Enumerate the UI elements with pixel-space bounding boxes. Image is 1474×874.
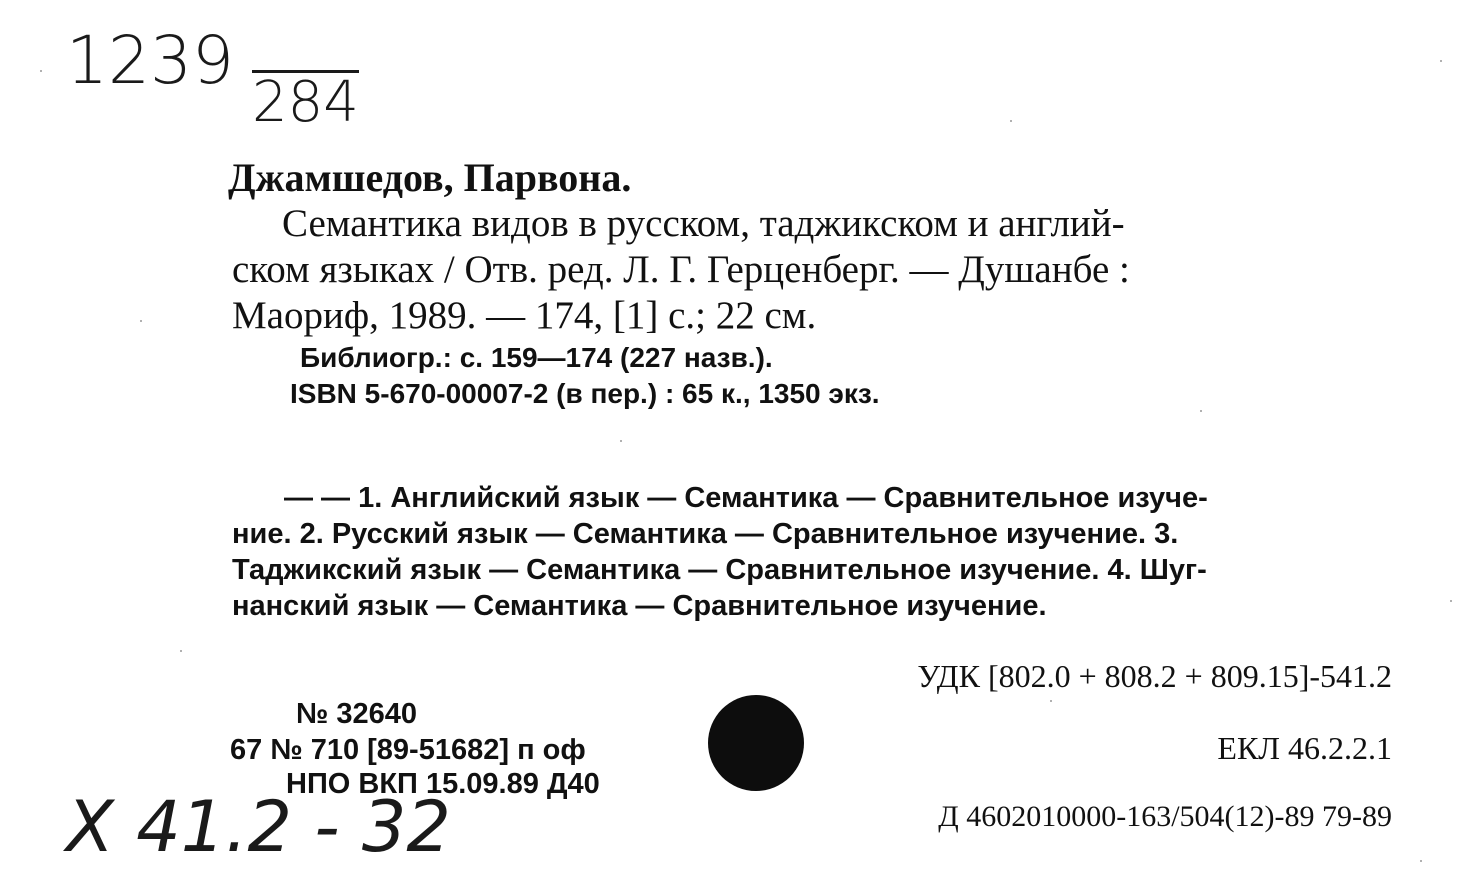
scan-speck bbox=[1450, 600, 1452, 602]
npo-code: НПО ВКП 15.09.89 Д40 bbox=[286, 768, 600, 800]
scan-speck bbox=[620, 440, 622, 442]
scan-speck bbox=[1050, 700, 1052, 702]
scan-speck bbox=[1200, 410, 1202, 412]
handwritten-number-second: 284 bbox=[252, 70, 359, 135]
ekl-code: ЕКЛ 46.2.2.1 bbox=[1217, 730, 1392, 766]
scan-speck bbox=[1010, 120, 1012, 122]
d-index-code: Д 4602010000-163/504(12)-89 79-89 bbox=[938, 800, 1392, 833]
scan-speck bbox=[40, 70, 42, 72]
title-line-3: Маориф, 1989. — 174, [1] с.; 22 см. bbox=[232, 294, 817, 337]
scan-speck bbox=[140, 320, 142, 322]
title-line-2: ском языках / Отв. ред. Л. Г. Герценберг. — Душанбе : bbox=[232, 248, 1130, 291]
bibliography-note: Библиогр.: с. 159—174 (227 назв.). bbox=[300, 342, 773, 373]
isbn-note: ISBN 5-670-00007-2 (в пер.) : 65 к., 1350 экз. bbox=[290, 378, 880, 409]
handwritten-number-top: 1239 bbox=[66, 22, 234, 99]
subject-line-3: Таджикский язык — Семантика — Сравнительное изучение. 4. Шуг- bbox=[232, 554, 1207, 586]
punch-hole bbox=[708, 695, 804, 791]
subject-line-1: — — 1. Английский язык — Семантика — Сравнительное изуче- bbox=[284, 482, 1208, 514]
scan-speck bbox=[1420, 860, 1422, 862]
scan-speck bbox=[180, 650, 182, 652]
title-line-1: Семантика видов в русском, таджикском и англий- bbox=[282, 202, 1125, 245]
udk-code: УДК [802.0 + 808.2 + 809.15]-541.2 bbox=[917, 658, 1392, 694]
author-heading: Джамшедов, Парвона. bbox=[228, 155, 632, 200]
handwritten-classmark: X 41.2 - 32 bbox=[66, 786, 451, 868]
scan-speck bbox=[1440, 60, 1442, 62]
subject-line-2: ние. 2. Русский язык — Семантика — Сравнительное изучение. 3. bbox=[232, 518, 1179, 550]
order-code: 67 № 710 [89-51682] п оф bbox=[230, 734, 586, 766]
subject-line-4: нанский язык — Семантика — Сравнительное изучение. bbox=[232, 590, 1047, 622]
card-number: № 32640 bbox=[296, 698, 418, 730]
